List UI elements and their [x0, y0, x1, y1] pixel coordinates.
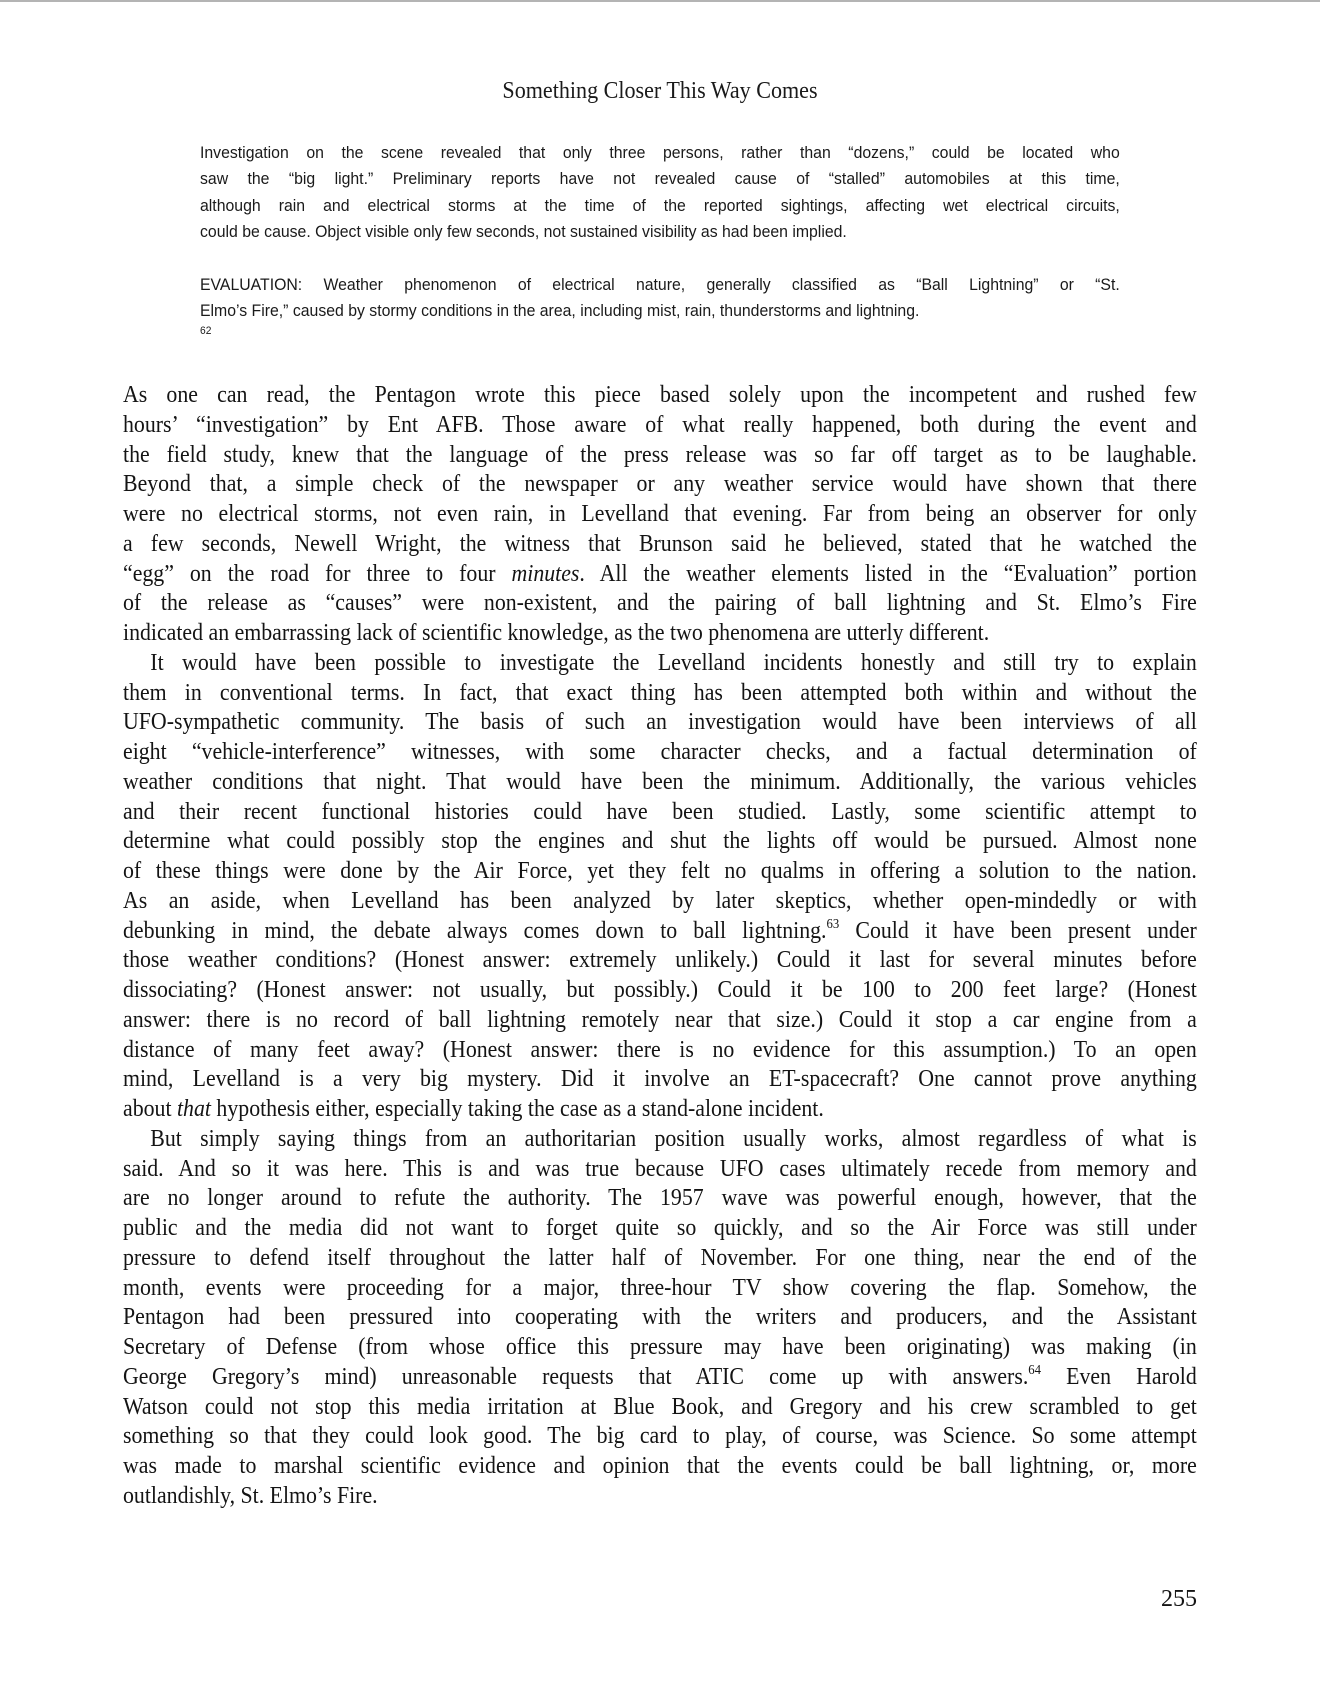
body-line — [123, 1155, 1197, 1185]
body-line-text: answer: there is no record of ball lightning remotely near that size.) Could it stop a car engine from a — [123, 1006, 1197, 1033]
body-line-text: something so that they could look good. The big card to play, of course, was Science. So some attempt — [123, 1423, 1197, 1450]
body-line-text: distance of many feet away? (Honest answer: there is no evidence for this assumption.) To an open — [123, 1036, 1197, 1063]
body-line — [123, 1363, 1197, 1393]
body-line-text: weather conditions that night. That would have been the minimum. Additionally, the various vehicles — [123, 768, 1197, 795]
body-line — [123, 589, 1197, 619]
body-line — [123, 649, 1197, 679]
body-line — [123, 708, 1197, 738]
body-line-text: UFO-sympathetic community. The basis of such an investigation would have been interviews of all — [123, 709, 1197, 736]
body-line — [123, 530, 1197, 560]
body-line-text: was made to marshal scientific evidence and opinion that the events could be ball lightning, or, more — [123, 1453, 1197, 1479]
body-line — [123, 1303, 1197, 1333]
body-line — [123, 381, 1197, 411]
quote-line: Elmo’s Fire,” caused by stormy conditions in the area, including mist, rain, thunderstorms and lightning. — [200, 301, 920, 321]
text-run: about — [123, 1096, 177, 1122]
body-line — [123, 946, 1197, 976]
body-line-text — [123, 560, 1197, 590]
body-line-text: But simply saying things from an authoritarian position usually works, almost regardless of what is — [150, 1125, 1197, 1152]
body-line-text: As an aside, when Levelland has been analyzed by later skeptics, whether open-mindedly or with — [123, 887, 1197, 914]
body-line — [123, 560, 1197, 590]
body-line — [123, 1095, 1197, 1125]
body-line — [123, 411, 1197, 441]
body-line — [123, 738, 1197, 768]
body-line — [123, 619, 1197, 649]
body-line-text: a few seconds, Newell Wright, the witness that Brunson said he believed, stated that he watched the — [123, 530, 1197, 557]
quoted-press-release — [200, 140, 1120, 245]
footnote-reference: 62 — [200, 324, 212, 337]
body-line-text: mind, Levelland is a very big mystery. Did it involve an ET-spacecraft? One cannot prove anything — [123, 1066, 1197, 1093]
body-line-text: hours’ “investigation” by Ent AFB. Those aware of what really happened, both during the event and — [123, 411, 1197, 438]
body-line — [123, 1065, 1197, 1095]
body-line — [123, 1274, 1197, 1304]
body-line-text: dissociating? (Honest answer: not usually, but possibly.) Could it be 100 to 200 feet large? (Honest — [123, 977, 1197, 1003]
text-run: Could it have been present under — [839, 917, 1197, 944]
body-line-text: said. And so it was here. This is and was true because UFO cases ultimately recede from memory and — [123, 1155, 1197, 1182]
page-number: 255 — [1161, 1586, 1197, 1612]
body-line-text: of these things were done by the Air Force, yet they felt no qualms in offering a solution to the nation. — [123, 858, 1197, 884]
body-line — [123, 1452, 1197, 1482]
body-line-text: pressure to defend itself throughout the latter half of November. For one thing, near the end of the — [123, 1244, 1197, 1271]
body-line — [123, 1006, 1197, 1036]
body-line — [123, 1333, 1197, 1363]
body-line — [123, 827, 1197, 857]
body-line — [123, 887, 1197, 917]
body-line — [123, 500, 1197, 530]
body-line-text: the field study, knew that the language of the press release was so far off target as to be laughable. — [123, 441, 1197, 468]
body-line-text: Pentagon had been pressured into cooperating with the writers and producers, and the Assistant — [123, 1304, 1197, 1331]
text-run: “egg” on the road for three to four — [123, 560, 512, 587]
body-text — [123, 381, 1197, 1512]
body-line-text: of the release as “causes” were non-existent, and the pairing of ball lightning and St. Elmo’s Fire — [123, 590, 1197, 617]
body-line-text — [123, 917, 1197, 947]
text-run: debunking in mind, the debate always comes down to ball lightning. — [123, 917, 827, 944]
top-border — [0, 0, 1320, 2]
body-line-text: were no electrical storms, not even rain, in Levelland that evening. Far from being an observer for only — [123, 501, 1197, 527]
body-line-text: them in conventional terms. In fact, that exact thing has been attempted both within and without the — [123, 679, 1197, 706]
body-line-text: public and the media did not want to forget quite so quickly, and so the Air Force was still under — [123, 1215, 1197, 1241]
body-line — [123, 1214, 1197, 1244]
body-line — [123, 768, 1197, 798]
body-line-text: indicated an embarrassing lack of scientific knowledge, as the two phenomena are utterly different. — [123, 620, 990, 646]
body-line — [123, 917, 1197, 947]
body-line — [123, 1036, 1197, 1066]
quote-line: saw the “big light.” Preliminary reports have not revealed cause of “stalled” automobiles at this time, — [200, 169, 1120, 189]
body-line — [123, 1393, 1197, 1423]
body-line — [123, 679, 1197, 709]
body-line-text: Watson could not stop this media irritation at Blue Book, and Gregory and his crew scrambled to get — [123, 1393, 1197, 1420]
body-line-text: and their recent functional histories could have been studied. Lastly, some scientific attempt to — [123, 798, 1197, 825]
body-line-text — [123, 1095, 1197, 1125]
body-line-text: outlandishly, St. Elmo’s Fire. — [123, 1482, 378, 1509]
body-line — [123, 798, 1197, 828]
quote-line: could be cause. Object visible only few seconds, not sustained visibility as had been implied. — [200, 221, 847, 241]
body-line — [123, 1184, 1197, 1214]
body-line — [123, 1125, 1197, 1155]
body-line — [123, 470, 1197, 500]
body-line — [123, 1244, 1197, 1274]
body-line — [123, 441, 1197, 471]
quoted-evaluation — [200, 272, 1120, 337]
body-line-text — [123, 1363, 1197, 1393]
running-head: Something Closer This Way Comes — [502, 78, 818, 104]
text-run: . All the weather elements listed in the “Evaluation” portion — [579, 560, 1197, 587]
body-line — [123, 976, 1197, 1006]
text-run: Even Harold — [1041, 1363, 1197, 1390]
body-line-text: determine what could possibly stop the engines and shut the lights off would be pursued. Almost none — [123, 828, 1197, 855]
text-run: hypothesis either, especially taking the case as a stand-alone incident. — [210, 1096, 824, 1122]
footnote-reference: 64 — [1028, 1362, 1042, 1378]
quote-line: EVALUATION: Weather phenomenon of electrical nature, generally classified as “Ball Lightning” or “St. — [200, 275, 1120, 294]
quote-line: Investigation on the scene revealed that only three persons, rather than “dozens,” could be located who — [200, 143, 1120, 162]
body-line — [123, 857, 1197, 887]
italic-text: minutes — [511, 560, 580, 587]
body-line-text: As one can read, the Pentagon wrote this piece based solely upon the incompetent and rushed few — [123, 382, 1197, 408]
body-line-text: Secretary of Defense (from whose office this pressure may have been originating) was making (in — [123, 1334, 1197, 1360]
body-line-text: are no longer around to refute the authority. The 1957 wave was powerful enough, however, that the — [123, 1185, 1197, 1212]
body-line — [123, 1482, 1197, 1512]
body-line-text: Beyond that, a simple check of the newspaper or any weather service would have shown that there — [123, 471, 1197, 498]
quote-line: although rain and electrical storms at the time of the reported sightings, affecting wet electrical circuits, — [200, 195, 1120, 215]
body-line-text: It would have been possible to investigate the Levelland incidents honestly and still try to explain — [150, 649, 1197, 676]
body-line — [123, 1422, 1197, 1452]
footnote-reference: 63 — [826, 916, 840, 932]
body-line-text: month, events were proceeding for a major, three-hour TV show covering the flap. Somehow, the — [123, 1274, 1197, 1301]
body-line-text: eight “vehicle-interference” witnesses, with some character checks, and a factual determination of — [123, 739, 1197, 765]
text-run: George Gregory’s mind) unreasonable requests that ATIC come up with answers. — [123, 1363, 1029, 1390]
body-line-text: those weather conditions? (Honest answer: extremely unlikely.) Could it last for several minutes before — [123, 947, 1197, 974]
italic-text: that — [176, 1096, 211, 1122]
